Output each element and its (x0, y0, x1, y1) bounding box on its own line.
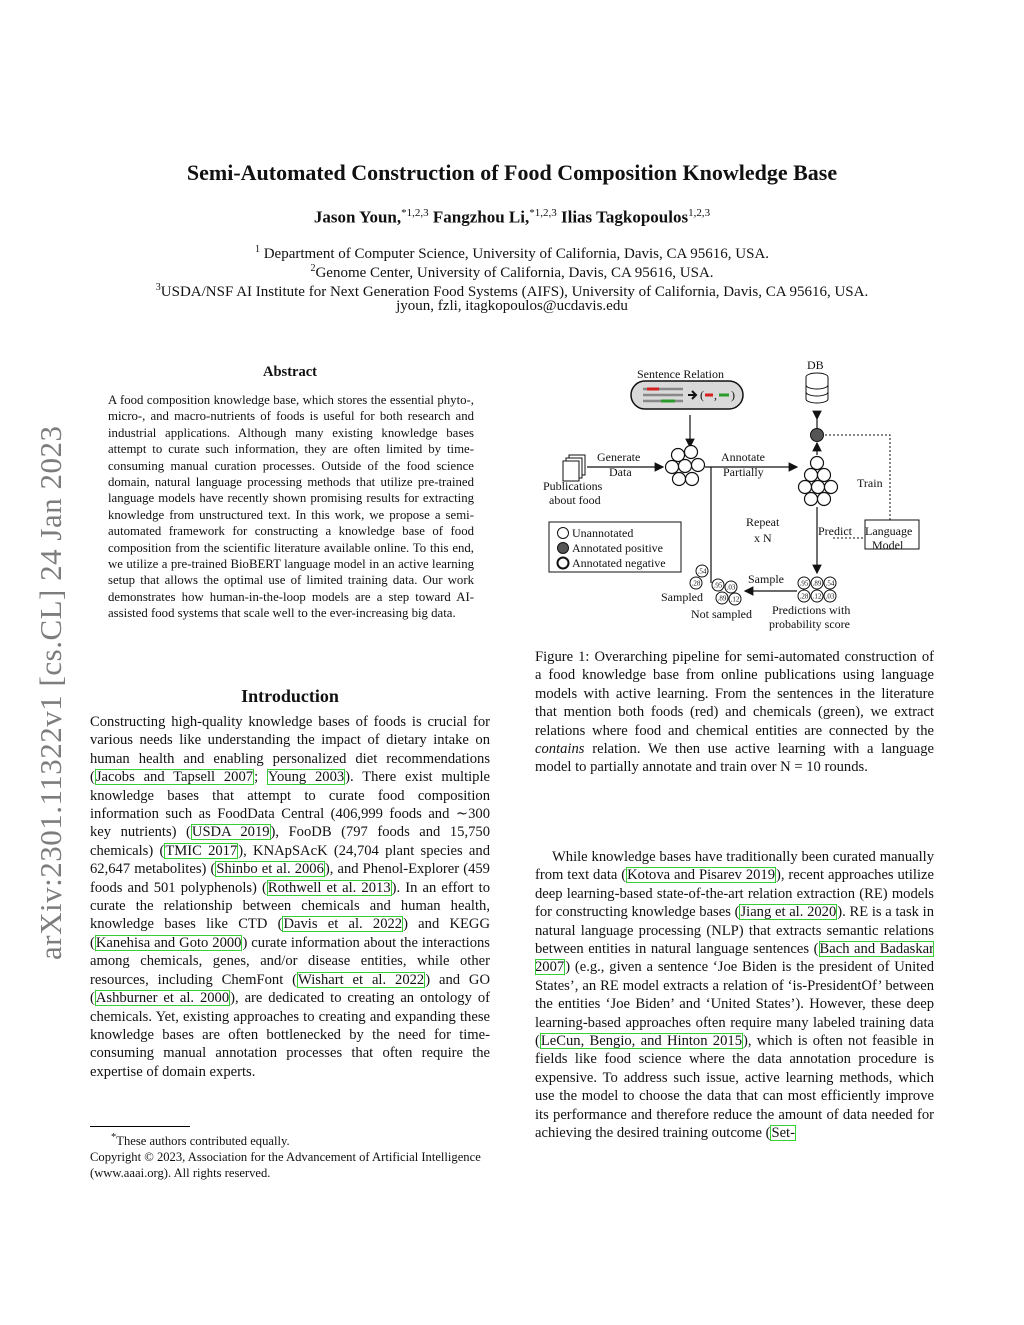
label-data: Data (609, 465, 632, 479)
arxiv-stamp: arXiv:2301.11322v1 [cs.CL] 24 Jan 2023 (33, 425, 68, 960)
label-generate: Generate (597, 450, 641, 464)
citation-link[interactable]: Rothwell et al. 2013 (267, 879, 391, 896)
footnote (90, 1130, 490, 1181)
text-run: ), are dedicated to creating an ontology of chemicals. Yet, existing approaches to creating and expanding these knowledge bases are often bottlenecked by the need for time-consuming manual annotation processes that often require the expertise of domain experts. (90, 990, 490, 1080)
citation-link[interactable]: Ashburner et al. 2000 (95, 990, 230, 1007)
label-xn: x N (754, 531, 772, 545)
text-run: ), recent approaches utilize deep learning-based state-of-the-art relation extraction (RE) models for constructing knowledge bases ( (535, 867, 934, 921)
sampled-score: .28 (691, 579, 701, 588)
prediction-score: .03 (825, 592, 835, 601)
not-sampled-score: .03 (726, 583, 736, 592)
caption-emphasis: contains (535, 741, 585, 758)
affil-mark: 2 (310, 263, 316, 274)
citation-link[interactable]: Set- (771, 1125, 795, 1142)
label-not-sampled: Not sampled (691, 607, 752, 621)
citation-link[interactable]: Bach and Badaskar 2007 (535, 941, 934, 976)
author-name: Jason Youn, (313, 207, 402, 227)
affil-text: Genome Center, University of California, Davis, CA 95616, USA. (315, 265, 714, 281)
citation-link[interactable]: USDA 2019 (191, 824, 270, 841)
not-sampled-score: .12 (730, 595, 740, 604)
citation-link[interactable]: Kotova and Pisarev 2019 (627, 867, 776, 884)
legend-negative-marker (558, 558, 569, 569)
legend-positive: Annotated positive (572, 541, 663, 555)
label-partially: Partially (723, 465, 764, 479)
abstract-heading: Abstract (263, 364, 317, 380)
label-probability-score: probability score (769, 617, 850, 631)
copyright-notice: Copyright © 2023, Association for the Advancement of Artificial Intelligence (www.aaai.org). All rights reserved. (90, 1150, 481, 1181)
label-model: Model (872, 538, 904, 552)
intro-paragraph-2 (535, 848, 934, 1143)
label-predictions-with: Predictions with (772, 603, 851, 617)
label-repeat: Repeat (746, 515, 780, 529)
author-marks: *1,2,3 (529, 207, 557, 219)
affil-text: USDA/NSF AI Institute for Next Generation Food Systems (AIFS), University of California, Davis, CA 95616, USA. (160, 284, 869, 300)
footnote-rule (90, 1126, 190, 1127)
citation-link[interactable]: Shinbo et al. 2006 (216, 861, 324, 878)
label-annotate: Annotate (721, 450, 765, 464)
footnote-equal: These authors contributed equally. (116, 1134, 290, 1149)
citation-link[interactable]: Kanehisa and Goto 2000 (95, 934, 242, 951)
legend-unannotated: Unannotated (572, 526, 634, 540)
author-line (0, 207, 1024, 228)
relation-close: ) (731, 388, 735, 402)
citation-link[interactable]: Young 2003 (267, 769, 345, 786)
citation-link[interactable]: Wishart et al. 2022 (298, 971, 425, 988)
prediction-score: .89 (812, 579, 822, 588)
label-sampled: Sampled (661, 590, 703, 604)
text-run: While knowledge bases have traditionally been curated manually from text data ( (535, 849, 934, 884)
label-about-food: about food (549, 493, 601, 507)
legend-negative: Annotated negative (572, 556, 666, 570)
citation-link[interactable]: LeCun, Bengio, and Hinton 2015 (540, 1033, 742, 1050)
text-run: ), KNApSAcK (24,704 plant species and 62,647 metabolites) ( (90, 842, 491, 878)
figure-pipeline (535, 355, 935, 640)
text-run: ) curate information about the interactions among chemicals, genes, and/or disease entities, while other resources, including ChemFont ( (90, 934, 490, 988)
footnote-mark: * (111, 1132, 117, 1143)
not-sampled-score: .95 (713, 581, 723, 590)
label-predict: Predict (818, 524, 852, 538)
label-language: Language (865, 524, 913, 538)
affil-text: Department of Computer Science, University of California, Davis, CA 95616, USA. (259, 246, 770, 262)
author-name: Fangzhou Li, (432, 207, 530, 227)
prediction-nodes (798, 577, 836, 602)
sampled-score: .54 (697, 567, 707, 576)
doc-icon (563, 461, 579, 481)
label-train: Train (857, 476, 883, 490)
annotated-cluster (799, 457, 838, 506)
text-run: ) and KEGG ( (90, 916, 490, 951)
text-run: ). There exist multiple knowledge bases that attempt to curate food composition information such as FoodData Central (406,999 foods and ∼300 key nutrients) ( (90, 769, 491, 841)
prediction-score: .12 (812, 592, 822, 601)
relation-open: ( (700, 388, 704, 402)
text-run: ; (254, 769, 267, 786)
abstract-body: A food composition knowledge base, which stores the essential phyto-, micro-, and macro-nutrients of foods is useful for both research and industrial applications. Although many existing knowledge bases attempt to curate such information, they are often limited by time-consuming manual curation processes. Outside of the food science domain, natural language processing methods that utilize pre-trained language models have recently shown promising results for extracting knowledge from unstructured text. In this work, we propose a semi-automated framework for constructing a knowledge base of food composition from the scientific literature available online. To this end, we utilize a pre-trained BioBERT language model in an active learning setup that allows the optimal use of limited training data. Our work demonstrates how human-in-the-loop models are a step toward AI-assisted food systems that scale well to the ever-increasing big data. (108, 393, 474, 621)
text-run: ), and Phenol-Explorer (459 foods and 501 polyphenols) ( (90, 861, 490, 896)
caption-text: Figure 1: Overarching pipeline for semi-automated construction of a food knowledge base from online publications using language models with active learning. From the sentences in the literature that mention both foods (red) and chemicals (green), we extract relations where food and chemical entities are connected by the (535, 649, 934, 739)
text-run: ) and GO ( (90, 971, 491, 1007)
prediction-score: .54 (825, 579, 835, 588)
label-db: DB (807, 358, 824, 372)
citation-link[interactable]: Jacobs and Tapsell 2007 (95, 769, 254, 786)
text-run: Constructing high-quality knowledge bases of foods is crucial for various needs like understanding the impact of dietary intake on human health and enabling personalized diet recommendations ( (90, 714, 490, 786)
author-name: Ilias Tagkopoulos (561, 207, 689, 227)
sampled-nodes (690, 565, 708, 589)
label-sentence-relation: Sentence Relation (637, 367, 724, 381)
text-run: ), FooDB (797 foods and 15,750 chemicals) ( (90, 824, 491, 859)
citation-link[interactable]: Davis et al. 2022 (283, 916, 403, 933)
caption-text: relation. We then use active learning with a language model to partially annotate and train over N = 10 rounds. (535, 741, 934, 776)
legend-unannotated-marker (558, 528, 569, 539)
text-run: ). RE is a task in natural language processing (NLP) that extracts semantic relations between entities in natural language sentences ( (535, 904, 934, 958)
introduction-heading: Introduction (241, 686, 339, 706)
legend-positive-marker (558, 543, 569, 554)
not-sampled-score: .89 (717, 594, 727, 603)
figure-caption (535, 648, 934, 777)
intro-paragraph-1 (90, 713, 490, 1081)
citation-link[interactable]: TMIC 2017 (165, 842, 238, 859)
text-run: ). In an effort to curate the relationship between chemicals and human health, knowledge bases like CTD ( (90, 879, 490, 933)
citation-link[interactable]: Jiang et al. 2020 (740, 904, 837, 921)
db-positive-node (811, 429, 824, 442)
author-emails: jyoun, fzli, itagkopoulos@ucdavis.edu (396, 298, 628, 314)
relation-comma: , (714, 388, 717, 402)
not-sampled-nodes (712, 579, 741, 605)
paper-title: Semi-Automated Construction of Food Composition Knowledge Base (186, 160, 838, 185)
db-cylinder-body (806, 377, 828, 403)
affil-mark: 1 (254, 244, 260, 255)
label-publications: Publications (543, 479, 603, 493)
prediction-score: .28 (799, 592, 809, 601)
author-marks: 1,2,3 (688, 207, 711, 219)
prediction-score: .95 (799, 579, 809, 588)
text-run: ) (e.g., given a sentence ‘Joe Biden is the president of United States’, an RE model extracts a relation of ‘is-PresidentOf’ between the entities ‘Joe Biden’ and ‘United States’). However, these deep learning-based approaches often require many labeled training data ( (535, 959, 934, 1050)
affil-mark: 3 (155, 282, 161, 293)
label-sample: Sample (748, 572, 784, 586)
text-run: ), which is often not feasible in fields like food science where the data annotation procedure is expensive. To address such issue, active learning methods, which use the model to choose the data that can most efficiently improve its performance and therefore reduce the amount of data needed for achieving the desired training outcome ( (535, 1033, 934, 1142)
unannotated-cluster (666, 446, 705, 486)
author-marks: *1,2,3 (401, 207, 429, 219)
